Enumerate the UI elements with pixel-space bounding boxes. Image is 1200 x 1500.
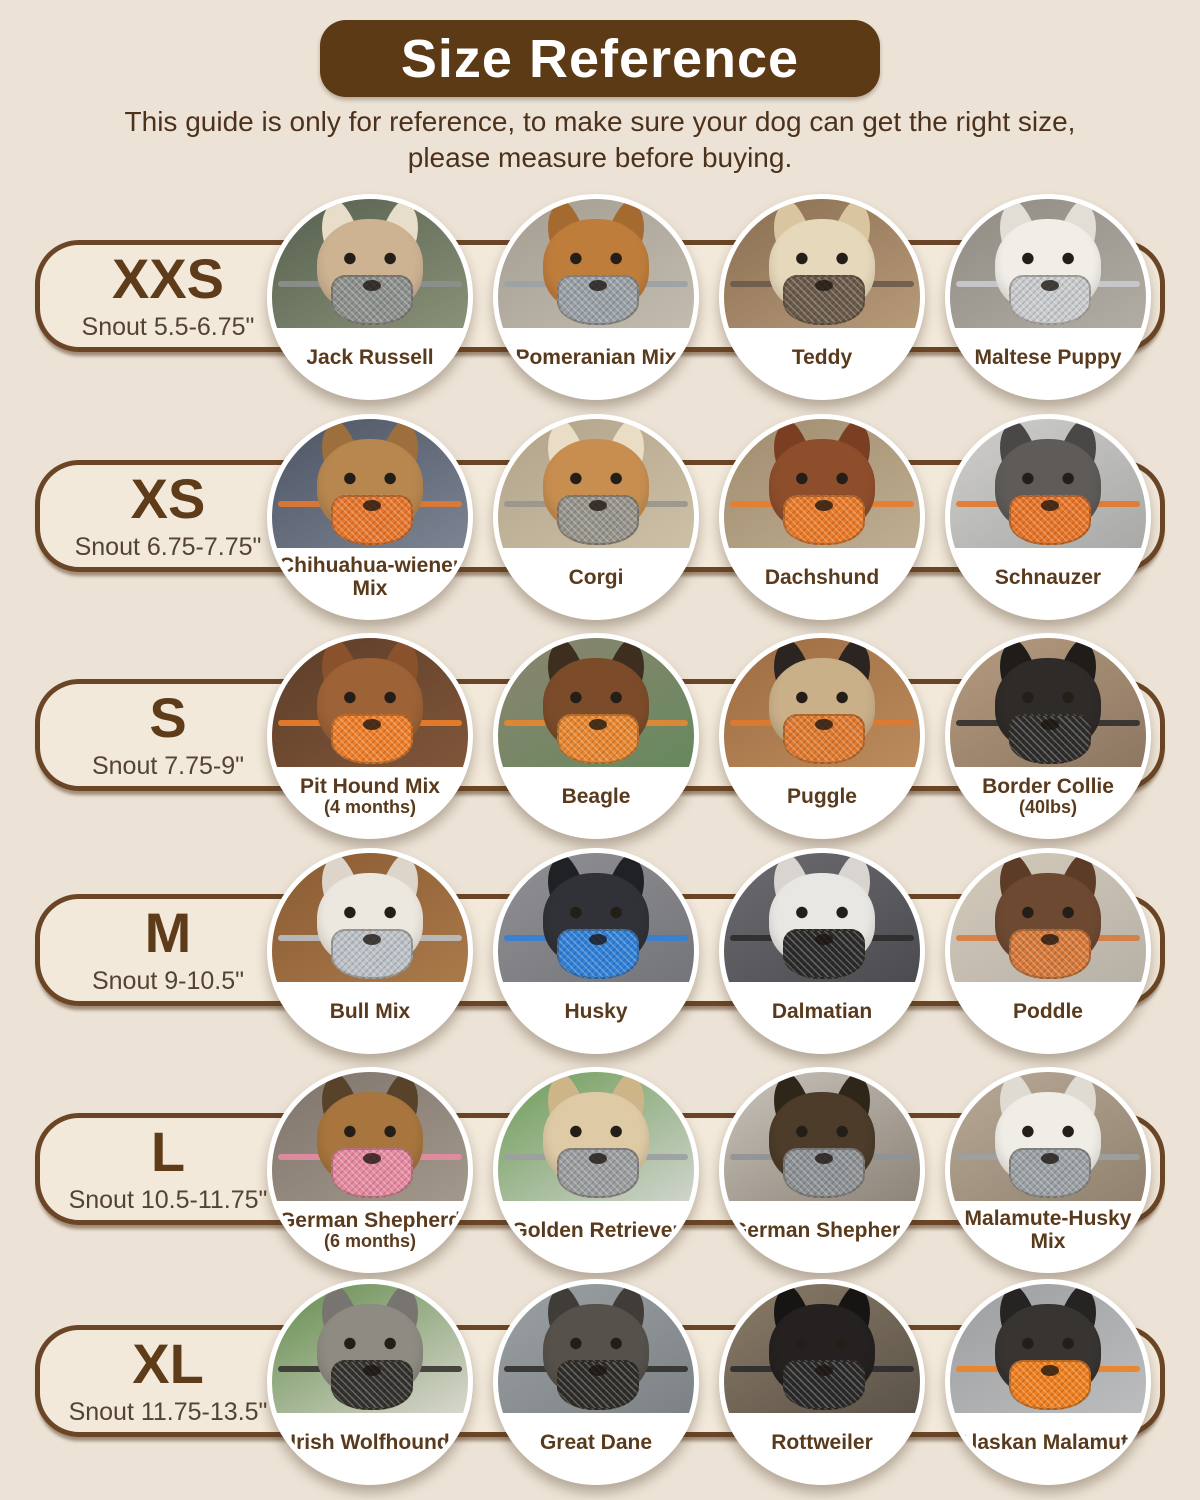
dog-card <box>945 848 1151 1054</box>
breed-name: Dachshund <box>764 565 880 589</box>
dog-card <box>493 1067 699 1273</box>
snout-range: Snout 7.75-9" <box>91 751 245 780</box>
dog-card <box>719 414 925 620</box>
dog-muzzle-icon <box>557 929 639 979</box>
dog-photo <box>724 638 920 767</box>
header-badge <box>320 20 880 97</box>
dog-card <box>493 414 699 620</box>
dog-breed-label <box>278 979 462 1043</box>
breed-name: Rottweiler <box>771 1430 873 1454</box>
dog-card <box>945 194 1151 400</box>
breed-note: (6 months) <box>324 1231 416 1252</box>
dog-card <box>267 194 473 400</box>
dog-card <box>267 848 473 1054</box>
dog-card <box>493 194 699 400</box>
subtitle-line-2: please measure before buying. <box>407 142 793 173</box>
dog-muzzle-icon <box>557 1148 639 1198</box>
dog-muzzle-icon <box>783 1360 865 1410</box>
breed-name: Golden Retriever <box>511 1218 681 1242</box>
dog-muzzle-icon <box>783 714 865 764</box>
dog-card <box>719 848 925 1054</box>
dog-muzzle-icon <box>331 1148 413 1198</box>
dog-muzzle-icon <box>557 275 639 325</box>
size-info <box>52 1118 284 1220</box>
breed-name: German Shepherd <box>278 1209 462 1233</box>
breed-name: Bull Mix <box>329 999 411 1023</box>
dog-breed-label <box>278 325 462 389</box>
dog-card <box>267 414 473 620</box>
breed-name: Pit Hound Mix <box>300 775 440 799</box>
dog-breed-label <box>504 1410 688 1474</box>
breed-name: Jack Russell <box>306 345 434 369</box>
dog-muzzle-icon <box>331 714 413 764</box>
dog-muzzle-icon <box>783 275 865 325</box>
dog-muzzle-icon <box>331 495 413 545</box>
dog-photo <box>724 199 920 328</box>
breed-name: German Shepherd <box>730 1218 914 1242</box>
dog-photo <box>498 1072 694 1201</box>
dog-muzzle-icon <box>557 1360 639 1410</box>
breed-name: Irish Wolfhound <box>290 1430 450 1454</box>
breed-name: Schnauzer <box>994 565 1102 589</box>
dog-breed-label <box>278 1410 462 1474</box>
dog-muzzle-icon <box>1009 275 1091 325</box>
size-label: L <box>150 1119 186 1183</box>
breed-name: Alaskan Malamute <box>956 1430 1140 1454</box>
dog-photo <box>272 199 468 328</box>
snout-range: Snout 10.5-11.75" <box>68 1185 268 1214</box>
breed-name: Maltese Puppy <box>974 345 1122 369</box>
snout-range: Snout 6.75-7.75" <box>74 532 262 561</box>
dog-muzzle-icon <box>331 1360 413 1410</box>
dog-card <box>267 633 473 839</box>
size-row-xs <box>0 414 1200 620</box>
breed-name: Malamute-Husky Mix <box>964 1207 1132 1254</box>
dog-breed-label <box>504 325 688 389</box>
dog-breed-label <box>730 1198 914 1262</box>
dog-breed-label <box>730 764 914 828</box>
breed-name: Border Collie <box>982 775 1114 799</box>
breed-name: Teddy <box>791 345 853 369</box>
dog-photo <box>272 853 468 982</box>
dog-breed-label <box>278 1198 462 1262</box>
dog-breed-label <box>956 325 1140 389</box>
dog-card <box>719 633 925 839</box>
size-label: XXS <box>111 246 225 310</box>
dog-photo <box>272 419 468 548</box>
dog-photo <box>950 419 1146 548</box>
dog-muzzle-icon <box>557 714 639 764</box>
dog-muzzle-icon <box>1009 495 1091 545</box>
size-row-xl <box>0 1279 1200 1485</box>
breed-name: Pomeranian Mix <box>515 345 677 369</box>
size-info <box>52 684 284 786</box>
breed-name: Husky <box>564 999 628 1023</box>
dog-photo <box>498 853 694 982</box>
dog-card <box>267 1279 473 1485</box>
dog-photo <box>950 199 1146 328</box>
dog-photo <box>498 638 694 767</box>
dog-breed-label <box>504 545 688 609</box>
dog-breed-label <box>730 1410 914 1474</box>
dog-card <box>945 1279 1151 1485</box>
dog-breed-label <box>278 764 462 828</box>
dog-muzzle-icon <box>557 495 639 545</box>
dog-card <box>267 1067 473 1273</box>
dog-muzzle-icon <box>1009 1360 1091 1410</box>
dog-breed-label <box>956 764 1140 828</box>
dog-photo <box>950 638 1146 767</box>
size-info <box>52 465 284 567</box>
snout-range: Snout 11.75-13.5" <box>68 1397 268 1426</box>
dog-photo <box>950 1284 1146 1413</box>
dog-muzzle-icon <box>1009 1148 1091 1198</box>
dog-photo <box>724 1072 920 1201</box>
dog-photo <box>272 1284 468 1413</box>
breed-note: (40lbs) <box>1018 797 1078 818</box>
dog-breed-label <box>956 1198 1140 1262</box>
dog-card <box>493 633 699 839</box>
dog-muzzle-icon <box>1009 714 1091 764</box>
size-row-s <box>0 633 1200 839</box>
size-label: XS <box>130 466 206 530</box>
size-row-m <box>0 848 1200 1054</box>
dog-breed-label <box>504 764 688 828</box>
dog-card <box>493 848 699 1054</box>
dog-breed-label <box>504 1198 688 1262</box>
dog-card <box>719 194 925 400</box>
page-title: Size Reference <box>400 28 800 89</box>
breed-name: Dalmatian <box>771 999 873 1023</box>
size-info <box>52 1330 284 1432</box>
dog-breed-label <box>730 979 914 1043</box>
dog-breed-label <box>278 545 462 609</box>
breed-name: Great Dane <box>539 1430 653 1454</box>
dog-photo <box>272 638 468 767</box>
dog-breed-label <box>730 325 914 389</box>
breed-name: Poddle <box>1012 999 1083 1023</box>
dog-card <box>719 1279 925 1485</box>
dog-muzzle-icon <box>331 929 413 979</box>
subtitle <box>0 104 1200 176</box>
dog-card <box>945 414 1151 620</box>
dog-muzzle-icon <box>1009 929 1091 979</box>
snout-range: Snout 5.5-6.75" <box>81 312 255 341</box>
breed-name: Corgi <box>568 565 624 589</box>
size-info <box>52 899 284 1001</box>
dog-photo <box>498 1284 694 1413</box>
dog-photo <box>272 1072 468 1201</box>
dog-muzzle-icon <box>783 1148 865 1198</box>
size-row-xxs <box>0 194 1200 400</box>
dog-photo <box>724 853 920 982</box>
dog-card <box>719 1067 925 1273</box>
dog-card <box>493 1279 699 1485</box>
dog-muzzle-icon <box>783 929 865 979</box>
dog-muzzle-icon <box>783 495 865 545</box>
size-label: M <box>144 900 192 964</box>
size-info <box>52 245 284 347</box>
dog-breed-label <box>956 979 1140 1043</box>
dog-muzzle-icon <box>331 275 413 325</box>
dog-photo <box>950 1072 1146 1201</box>
breed-note: (4 months) <box>324 797 416 818</box>
dog-breed-label <box>956 545 1140 609</box>
dog-breed-label <box>956 1410 1140 1474</box>
dog-breed-label <box>504 979 688 1043</box>
dog-photo <box>724 419 920 548</box>
subtitle-line-1: This guide is only for reference, to make sure your dog can get the right size, <box>124 106 1076 137</box>
size-label: XL <box>132 1331 204 1395</box>
dog-breed-label <box>730 545 914 609</box>
dog-photo <box>498 419 694 548</box>
size-row-l <box>0 1067 1200 1273</box>
size-label: S <box>149 685 187 749</box>
dog-card <box>945 633 1151 839</box>
dog-card <box>945 1067 1151 1273</box>
dog-photo <box>724 1284 920 1413</box>
breed-name: Beagle <box>561 784 631 808</box>
breed-name: Chihuahua-wiener Mix <box>278 554 462 601</box>
snout-range: Snout 9-10.5" <box>91 966 245 995</box>
breed-name: Puggle <box>786 784 857 808</box>
dog-photo <box>498 199 694 328</box>
dog-photo <box>950 853 1146 982</box>
